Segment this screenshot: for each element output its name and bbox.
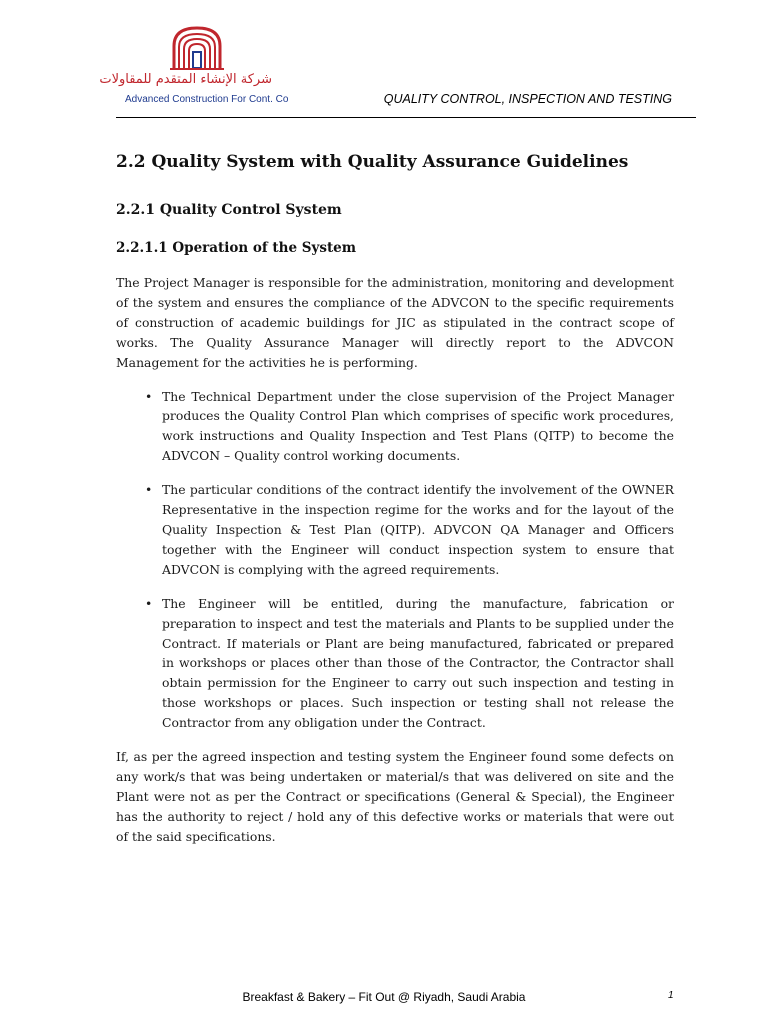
heading-level-1: 2.2 Quality System with Quality Assurance Guidelines [116,152,629,172]
company-logo [99,24,289,112]
footer-project-name: Breakfast & Bakery – Fit Out @ Riyadh, Saudi Arabia [242,990,526,1004]
document-body [116,152,674,847]
bullet-icon: • [145,595,153,611]
list-item-text: The Technical Department under the close supervision of the Project Manager produces the Quality Control Plan which comprises of specific work procedures, work instructions and Quality Inspection and Test Plans (QITP) to become the ADVCON – Quality control working documents. [162,388,674,464]
list-item [145,480,674,580]
bullet-icon: • [145,388,153,404]
bullet-list [116,387,674,734]
section-header-title: QUALITY CONTROL, INSPECTION AND TESTING [383,92,672,106]
heading-level-3: 2.2.1.1 Operation of the System [116,240,357,256]
logo-arabic-name: شركة الإنشاء المتقدم للمقاولات [99,72,272,87]
header-divider [116,117,696,118]
list-item-text: The particular conditions of the contract identify the involvement of the OWNER Representative in the inspection regime for the works and for the layout of the Quality Inspection & Test Plan (QITP). ADVCON QA Manager and Officers together with the Engineer will conduct inspection system to ensure that ADVCON is complying with the agreed requirements. [162,482,674,577]
bullet-icon: • [145,482,153,498]
heading-level-2: 2.2.1 Quality Control System [116,202,342,218]
arch-logo-icon [122,24,272,74]
intro-paragraph: The Project Manager is responsible for the administration, monitoring and development of the system and ensures the compliance of the ADVCON to the specific requirements of construction of academic buildings for JIC as stipulated in the contract scope of works. The Quality Assurance Manager will directly report to the ADVCON Management for the activities he is performing. [116,275,674,370]
closing-paragraph: If, as per the agreed inspection and testing system the Engineer found some defects on any work/s that was being undertaken or material/s that was delivered on site and the Plant were not as per the Contract or specifications (General & Special), the Engineer has the authority to reject / hold any of this defective works or materials that were out of the said specifications. [116,749,674,844]
list-item-text: The Engineer will be entitled, during the manufacture, fabrication or preparation to inspect and test the materials and Plants to be supplied under the Contract. If materials or Plant are being manufactured, fabricated or prepared in workshops or places other than those of the Contractor, the Contractor shall obtain permission for the Engineer to carry out such inspection and testing in those workshops or places. Such inspection or testing shall not release the Contractor from any obligation under the Contract. [162,595,674,731]
page-number: 1 [668,990,674,1001]
logo-english-name: Advanced Construction For Cont. Co [125,94,289,105]
list-item [145,387,674,467]
list-item [145,594,674,733]
